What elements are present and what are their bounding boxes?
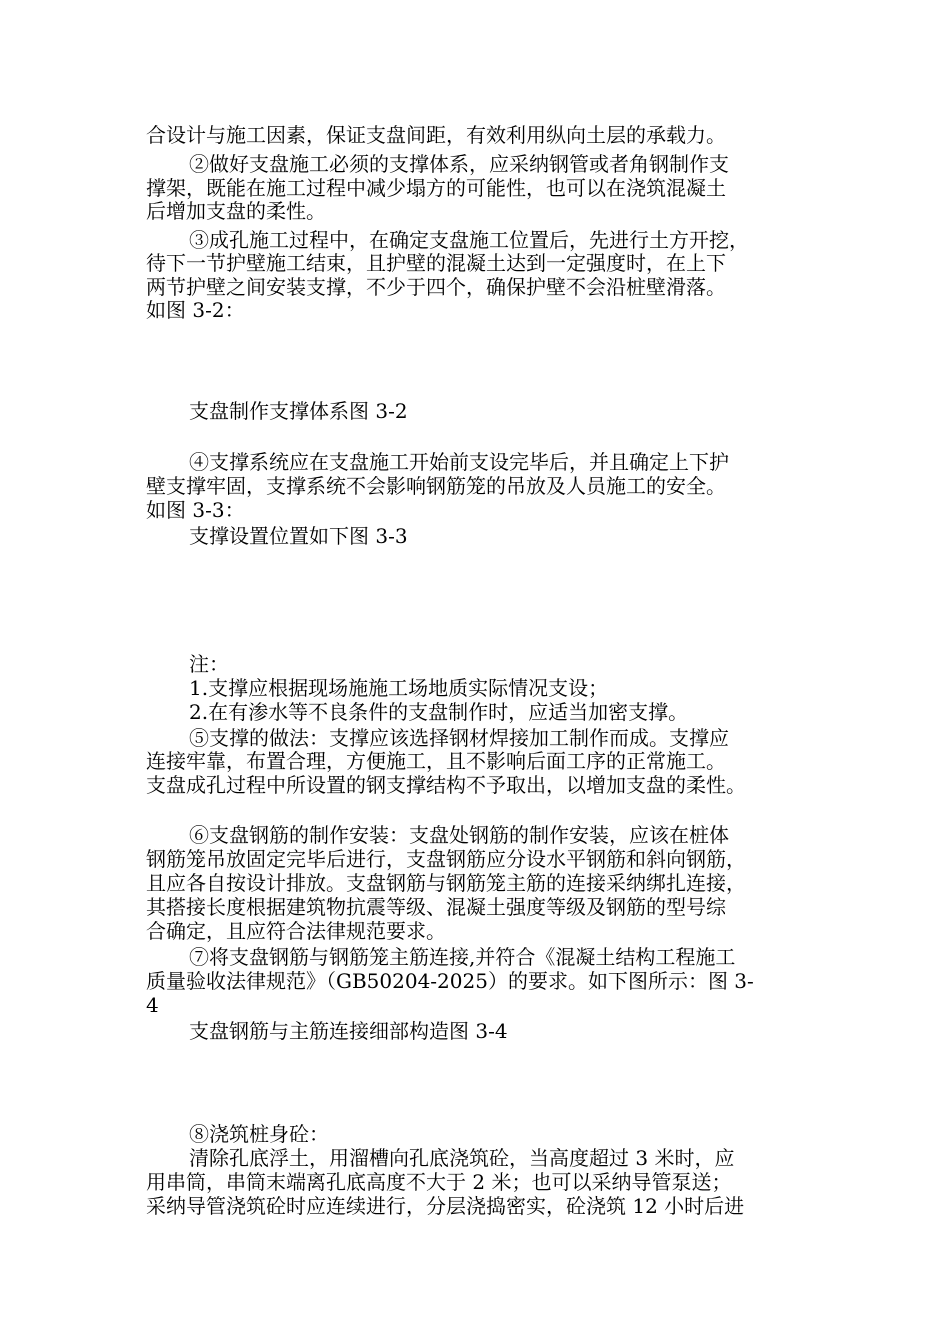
text-line: 用串筒，串筒末端离孔底高度不大于 2 米；也可以采纳导管泵送； <box>146 1170 732 1194</box>
text-line: ③成孔施工过程中，在确定支盘施工位置后，先进行土方开挖， <box>189 228 749 252</box>
text-line: 清除孔底浮土，用溜槽向孔底浇筑砼，当高度超过 3 米时，应 <box>189 1146 735 1170</box>
text-line: 两节护壁之间安装支撑，不少于四个，确保护壁不会沿桩壁滑落。 <box>146 275 726 299</box>
text-line: ②做好支盘施工必须的支撑体系，应采纳钢管或者角钢制作支 <box>189 152 729 176</box>
text-line: ⑦将支盘钢筋与钢筋笼主筋连接,并符合《混凝土结构工程施工 <box>189 945 736 969</box>
section-heading: ⑧浇筑桩身砼： <box>189 1122 329 1146</box>
text-line: 采纳导管浇筑砼时应连续进行，分层浇捣密实，砼浇筑 12 小时后进 <box>146 1194 745 1218</box>
text-line: 合确定，且应符合法律规范要求。 <box>146 919 446 943</box>
text-line: ⑥支盘钢筋的制作安装：支盘处钢筋的制作安装，应该在桩体 <box>189 823 729 847</box>
text-line: 撑架，既能在施工过程中减少塌方的可能性，也可以在浇筑混凝土 <box>146 176 726 200</box>
text-line: 钢筋笼吊放固定完毕后进行，支盘钢筋应分设水平钢筋和斜向钢筋， <box>146 847 746 871</box>
figure-caption: 支撑设置位置如下图 3-3 <box>189 524 408 548</box>
text-line: ④支撑系统应在支盘施工开始前支设完毕后，并且确定上下护 <box>189 450 729 474</box>
note-item: 2.在有渗水等不良条件的支盘制作时，应适当加密支撑。 <box>189 700 689 724</box>
text-line: 后增加支盘的柔性。 <box>146 199 326 223</box>
figure-caption: 支盘钢筋与主筋连接细部构造图 3-4 <box>189 1019 508 1043</box>
text-line: ⑤支撑的做法：支撑应该选择钢材焊接加工制作而成。支撑应 <box>189 726 729 750</box>
text-line: 如图 3-2： <box>146 298 245 322</box>
note-heading: 注： <box>189 652 229 676</box>
text-line: 质量验收法律规范》（GB50204-2025）的要求。如下图所示：图 3- <box>146 969 754 993</box>
text-line: 支盘成孔过程中所设置的钢支撑结构不予取出，以增加支盘的柔性。 <box>146 773 746 797</box>
text-line: 且应各自按设计排放。支盘钢筋与钢筋笼主筋的连接采纳绑扎连接， <box>146 871 746 895</box>
text-line: 壁支撑牢固，支撑系统不会影响钢筋笼的吊放及人员施工的安全。 <box>146 474 726 498</box>
text-line: 待下一节护壁施工结束，且护壁的混凝土达到一定强度时，在上下 <box>146 251 726 275</box>
text-line: 其搭接长度根据建筑物抗震等级、混凝土强度等级及钢筋的型号综 <box>146 895 726 919</box>
figure-caption: 支盘制作支撑体系图 3-2 <box>189 399 408 423</box>
text-line: 合设计与施工因素，保证支盘间距，有效利用纵向土层的承载力。 <box>146 123 726 147</box>
note-item: 1.支撑应根据现场施施工场地质实际情况支设； <box>189 676 609 700</box>
text-line: 连接牢靠，布置合理，方便施工，且不影响后面工序的正常施工。 <box>146 749 726 773</box>
text-line: 如图 3-3： <box>146 498 245 522</box>
text-line: 4 <box>146 993 159 1017</box>
